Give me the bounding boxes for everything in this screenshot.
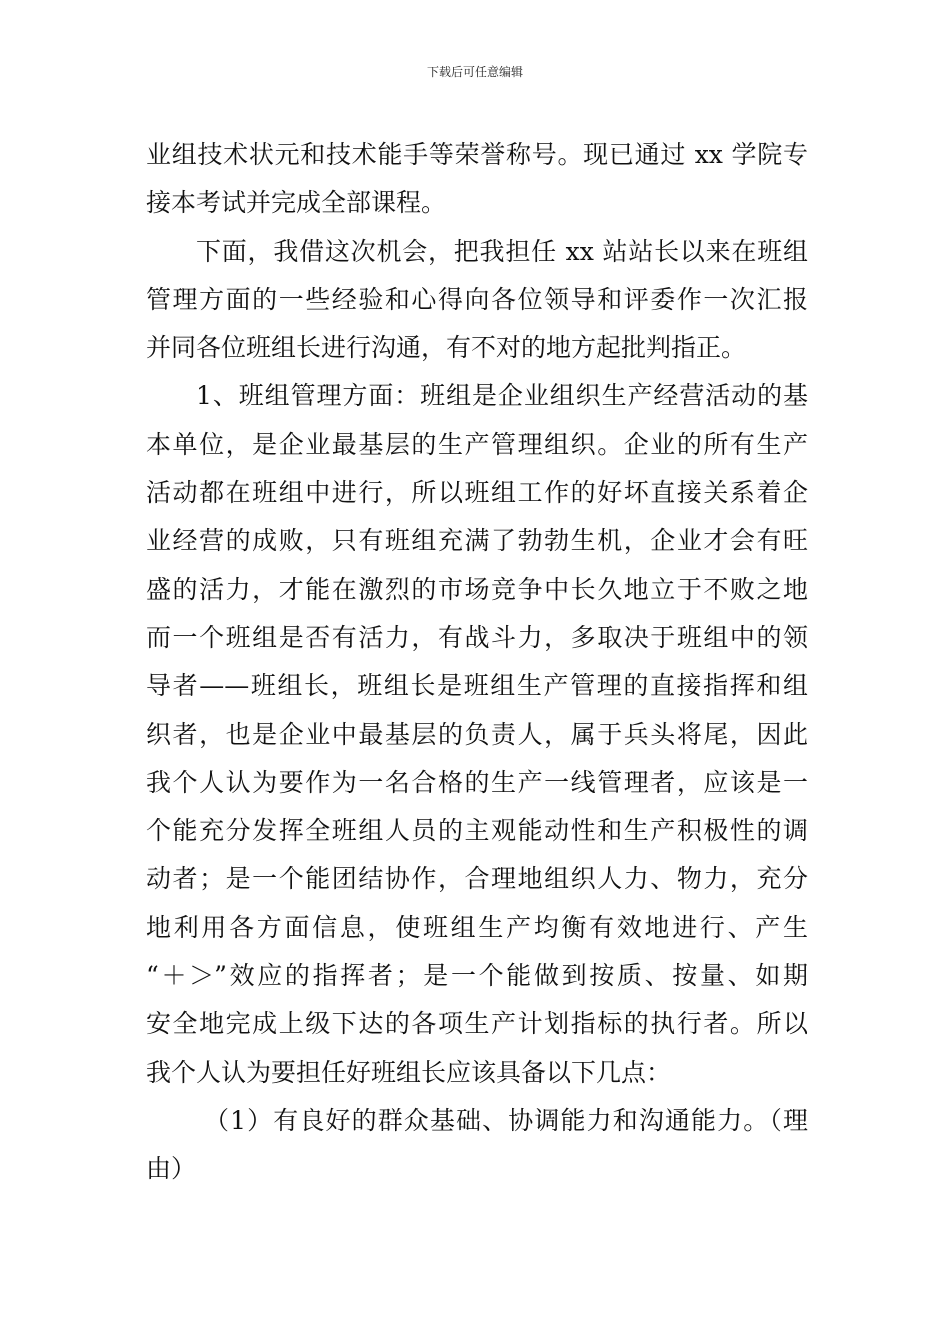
text-line: 个能充分发挥全班组人员的主观能动性和生产积极性的调: [146, 816, 808, 846]
text-line: 并同各位班组长进行沟通，有不对的地方起批判指正。: [146, 333, 747, 363]
text-line: 下面，我借这次机会，把我担任 xx 站站长以来在班组: [196, 236, 808, 266]
text-line: “＋＞”效应的指挥者；是一个能做到按质、按量、如期: [146, 961, 808, 991]
text-line: 本单位，是企业最基层的生产管理组织。企业的所有生产: [146, 429, 808, 459]
text-line: 接本考试并完成全部课程。: [146, 188, 447, 218]
text-line: 地利用各方面信息，使班组生产均衡有效地进行、产生: [146, 912, 808, 942]
text-line: 盛的活力，才能在激烈的市场竞争中长久地立于不败之地: [146, 574, 808, 604]
text-line: 安全地完成上级下达的各项生产计划指标的执行者。所以: [146, 1009, 808, 1039]
document-body: [146, 131, 808, 1194]
text-line: 导者——班组长，班组长是班组生产管理的直接指挥和组: [146, 671, 808, 701]
text-line: 活动都在班组中进行，所以班组工作的好坏直接关系着企: [146, 478, 808, 508]
page-header: 下载后可任意编辑: [426, 65, 523, 79]
text-line: 织者，也是企业中最基层的负责人，属于兵头将尾，因此: [146, 719, 808, 749]
text-line: 业经营的成败，只有班组充满了勃勃生机，企业才会有旺: [146, 526, 808, 556]
text-line: 1、班组管理方面：班组是企业组织生产经营活动的基: [196, 381, 808, 411]
text-line: 业组技术状元和技术能手等荣誉称号。现已通过 xx 学院专: [146, 140, 808, 169]
text-line: 动者；是一个能团结协作，合理地组织人力、物力，充分: [146, 864, 808, 894]
text-line: 我个人认为要作为一名合格的生产一线管理者，应该是一: [146, 767, 808, 797]
text-line: 而一个班组是否有活力，有战斗力，多取决于班组中的领: [146, 622, 808, 652]
text-line: 我个人认为要担任好班组长应该具备以下几点：: [146, 1057, 672, 1087]
text-line: 由）: [146, 1154, 197, 1184]
text-line: （1）有良好的群众基础、协调能力和沟通能力。（理: [204, 1105, 808, 1135]
text-line: 管理方面的一些经验和心得向各位领导和评委作一次汇报: [146, 284, 808, 314]
